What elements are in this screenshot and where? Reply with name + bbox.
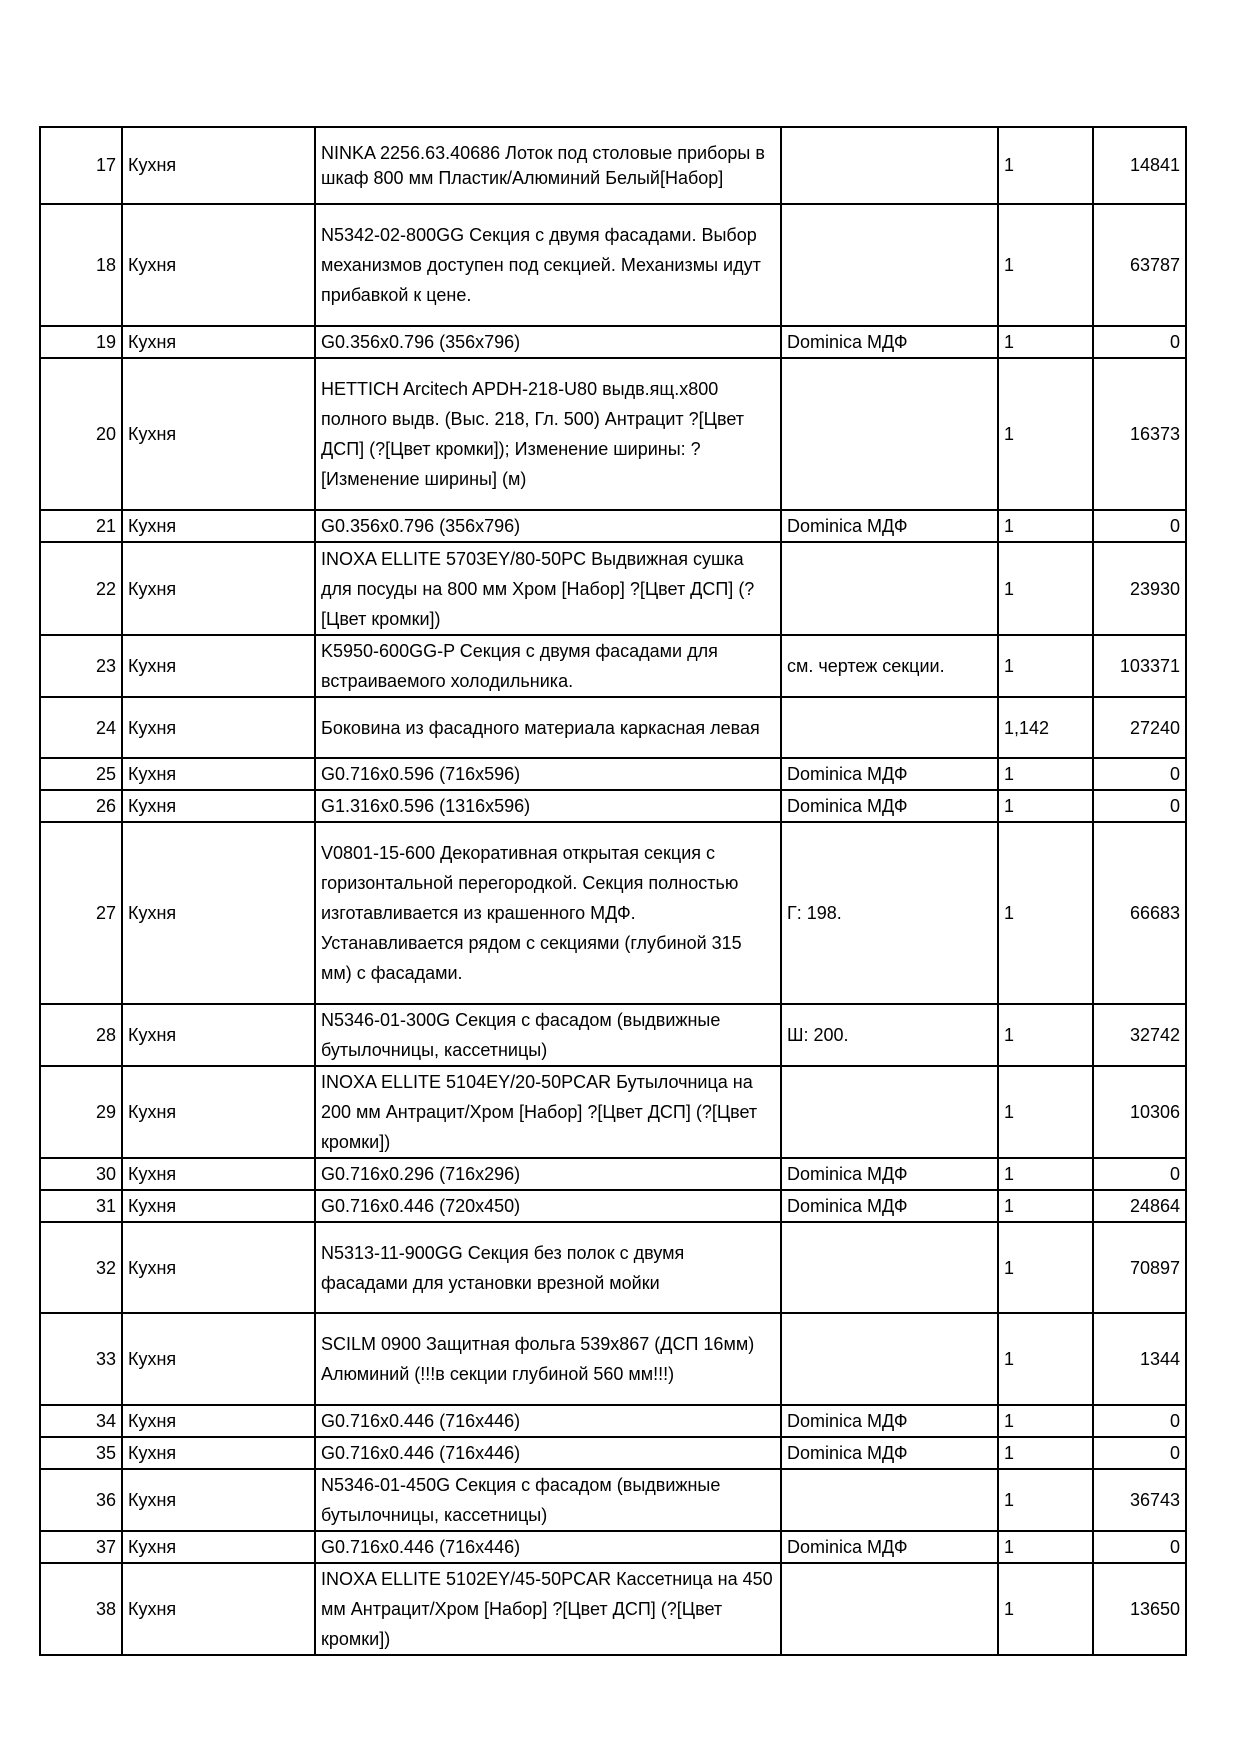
row-number-cell: 25 (40, 758, 122, 790)
category-cell: Кухня (122, 1190, 315, 1222)
note-cell: Dominica МДФ (781, 758, 998, 790)
description-cell: INOXA ELLITE 5703EY/80-50PC Выдвижная сушка для посуды на 800 мм Хром [Набор] ?[Цвет ДСП] (?[Цвет кромки]) (315, 542, 781, 635)
category-cell: Кухня (122, 1004, 315, 1066)
price-cell: 0 (1093, 1405, 1186, 1437)
price-cell: 70897 (1093, 1222, 1186, 1313)
quantity-cell: 1 (998, 358, 1093, 510)
note-cell: Dominica МДФ (781, 1405, 998, 1437)
description-cell: N5346-01-450G Секция с фасадом (выдвижные бутылочницы, кассетницы) (315, 1469, 781, 1531)
quantity-cell: 1 (998, 1313, 1093, 1405)
quantity-cell: 1 (998, 1066, 1093, 1158)
row-number-cell: 30 (40, 1158, 122, 1190)
quantity-cell: 1 (998, 1531, 1093, 1563)
description-cell: V0801-15-600 Декоративная открытая секция с горизонтальной перегородкой. Секция полностью изготавливается из крашенного МДФ. Устанавливается рядом с секциями (глубиной 315 мм) с фасадами. (315, 822, 781, 1004)
note-cell (781, 1563, 998, 1655)
description-cell: N5313-11-900GG Секция без полок с двумя фасадами для установки врезной мойки (315, 1222, 781, 1313)
row-number-cell: 37 (40, 1531, 122, 1563)
quantity-cell: 1 (998, 1190, 1093, 1222)
row-number-cell: 33 (40, 1313, 122, 1405)
price-cell: 0 (1093, 510, 1186, 542)
category-cell: Кухня (122, 510, 315, 542)
row-number-cell: 34 (40, 1405, 122, 1437)
note-cell (781, 204, 998, 326)
price-cell: 10306 (1093, 1066, 1186, 1158)
table-row (40, 1405, 1186, 1437)
note-cell: Dominica МДФ (781, 1437, 998, 1469)
quantity-cell: 1 (998, 758, 1093, 790)
table-row (40, 510, 1186, 542)
description-cell: K5950-600GG-P Секция с двумя фасадами для встраиваемого холодильника. (315, 635, 781, 697)
table-row (40, 1563, 1186, 1655)
note-cell: Dominica МДФ (781, 1158, 998, 1190)
description-cell: SCILM 0900 Защитная фольга 539x867 (ДСП 16мм) Алюминий (!!!в секции глубиной 560 мм!!!) (315, 1313, 781, 1405)
row-number-cell: 24 (40, 697, 122, 758)
table-row (40, 1222, 1186, 1313)
items-table (39, 126, 1187, 1656)
description-cell: G0.716x0.446 (720x450) (315, 1190, 781, 1222)
category-cell: Кухня (122, 1405, 315, 1437)
category-cell: Кухня (122, 758, 315, 790)
note-cell: Dominica МДФ (781, 510, 998, 542)
quantity-cell: 1 (998, 1222, 1093, 1313)
note-cell: Г: 198. (781, 822, 998, 1004)
table-row (40, 635, 1186, 697)
row-number-cell: 23 (40, 635, 122, 697)
category-cell: Кухня (122, 635, 315, 697)
row-number-cell: 31 (40, 1190, 122, 1222)
category-cell: Кухня (122, 1469, 315, 1531)
description-cell: N5342-02-800GG Секция с двумя фасадами. Выбор механизмов доступен под секцией. Механизмы идут прибавкой к цене. (315, 204, 781, 326)
quantity-cell: 1 (998, 1437, 1093, 1469)
quantity-cell: 1 (998, 542, 1093, 635)
category-cell: Кухня (122, 1066, 315, 1158)
note-cell (781, 1313, 998, 1405)
table-row (40, 1066, 1186, 1158)
category-cell: Кухня (122, 542, 315, 635)
description-cell: HETTICH Arcitech APDH-218-U80 выдв.ящ.х800 полного выдв. (Выс. 218, Гл. 500) Антрацит ?[Цвет ДСП] (?[Цвет кромки]); Изменение ширины: ?[Изменение ширины] (м) (315, 358, 781, 510)
price-cell: 0 (1093, 1158, 1186, 1190)
description-cell: G0.356x0.796 (356x796) (315, 510, 781, 542)
description-cell: NINKA 2256.63.40686 Лоток под столовые приборы в шкаф 800 мм Пластик/Алюминий Белый[Набор] (315, 127, 781, 204)
category-cell: Кухня (122, 326, 315, 358)
note-cell: Dominica МДФ (781, 1190, 998, 1222)
price-cell: 32742 (1093, 1004, 1186, 1066)
table-row (40, 1158, 1186, 1190)
quantity-cell: 1 (998, 1004, 1093, 1066)
description-cell: N5346-01-300G Секция с фасадом (выдвижные бутылочницы, кассетницы) (315, 1004, 781, 1066)
row-number-cell: 27 (40, 822, 122, 1004)
row-number-cell: 36 (40, 1469, 122, 1531)
note-cell (781, 1222, 998, 1313)
table-row (40, 1313, 1186, 1405)
row-number-cell: 20 (40, 358, 122, 510)
quantity-cell: 1 (998, 1158, 1093, 1190)
price-cell: 24864 (1093, 1190, 1186, 1222)
table-row (40, 758, 1186, 790)
description-cell: G1.316x0.596 (1316x596) (315, 790, 781, 822)
category-cell: Кухня (122, 790, 315, 822)
category-cell: Кухня (122, 1531, 315, 1563)
description-cell: INOXA ELLITE 5102EY/45-50PCAR Кассетница на 450 мм Антрацит/Хром [Набор] ?[Цвет ДСП] (?[Цвет кромки]) (315, 1563, 781, 1655)
description-cell: INOXA ELLITE 5104EY/20-50PCAR Бутылочница на 200 мм Антрацит/Хром [Набор] ?[Цвет ДСП] (?[Цвет кромки]) (315, 1066, 781, 1158)
table-row (40, 1469, 1186, 1531)
table-row (40, 1531, 1186, 1563)
table-row (40, 127, 1186, 204)
table-row (40, 358, 1186, 510)
price-cell: 0 (1093, 1437, 1186, 1469)
category-cell: Кухня (122, 822, 315, 1004)
price-cell: 13650 (1093, 1563, 1186, 1655)
quantity-cell: 1,142 (998, 697, 1093, 758)
row-number-cell: 21 (40, 510, 122, 542)
price-cell: 0 (1093, 790, 1186, 822)
table-row (40, 1437, 1186, 1469)
price-cell: 14841 (1093, 127, 1186, 204)
category-cell: Кухня (122, 1222, 315, 1313)
price-cell: 0 (1093, 326, 1186, 358)
table-row (40, 1004, 1186, 1066)
category-cell: Кухня (122, 1313, 315, 1405)
note-cell (781, 358, 998, 510)
note-cell: см. чертеж секции. (781, 635, 998, 697)
row-number-cell: 35 (40, 1437, 122, 1469)
row-number-cell: 26 (40, 790, 122, 822)
quantity-cell: 1 (998, 127, 1093, 204)
quantity-cell: 1 (998, 635, 1093, 697)
quantity-cell: 1 (998, 790, 1093, 822)
price-cell: 63787 (1093, 204, 1186, 326)
quantity-cell: 1 (998, 1405, 1093, 1437)
price-cell: 66683 (1093, 822, 1186, 1004)
description-cell: Боковина из фасадного материала каркасная левая (315, 697, 781, 758)
note-cell: Dominica МДФ (781, 326, 998, 358)
row-number-cell: 28 (40, 1004, 122, 1066)
category-cell: Кухня (122, 127, 315, 204)
price-cell: 0 (1093, 1531, 1186, 1563)
price-cell: 16373 (1093, 358, 1186, 510)
price-cell: 23930 (1093, 542, 1186, 635)
category-cell: Кухня (122, 1563, 315, 1655)
description-cell: G0.716x0.596 (716x596) (315, 758, 781, 790)
quantity-cell: 1 (998, 510, 1093, 542)
category-cell: Кухня (122, 1437, 315, 1469)
quantity-cell: 1 (998, 326, 1093, 358)
table-row (40, 204, 1186, 326)
note-cell (781, 1066, 998, 1158)
quantity-cell: 1 (998, 204, 1093, 326)
note-cell (781, 542, 998, 635)
description-cell: G0.356x0.796 (356x796) (315, 326, 781, 358)
row-number-cell: 19 (40, 326, 122, 358)
description-cell: G0.716x0.296 (716x296) (315, 1158, 781, 1190)
row-number-cell: 38 (40, 1563, 122, 1655)
note-cell: Dominica МДФ (781, 1531, 998, 1563)
table-row (40, 822, 1186, 1004)
row-number-cell: 29 (40, 1066, 122, 1158)
note-cell: Dominica МДФ (781, 790, 998, 822)
note-cell (781, 127, 998, 204)
table-row (40, 1190, 1186, 1222)
quantity-cell: 1 (998, 1469, 1093, 1531)
price-cell: 1344 (1093, 1313, 1186, 1405)
row-number-cell: 32 (40, 1222, 122, 1313)
quantity-cell: 1 (998, 822, 1093, 1004)
table-row (40, 790, 1186, 822)
row-number-cell: 17 (40, 127, 122, 204)
table-row (40, 326, 1186, 358)
description-cell: G0.716x0.446 (716x446) (315, 1405, 781, 1437)
description-cell: G0.716x0.446 (716x446) (315, 1531, 781, 1563)
price-cell: 36743 (1093, 1469, 1186, 1531)
note-cell (781, 1469, 998, 1531)
category-cell: Кухня (122, 204, 315, 326)
items-table-body (40, 127, 1186, 1655)
category-cell: Кухня (122, 697, 315, 758)
price-cell: 103371 (1093, 635, 1186, 697)
quantity-cell: 1 (998, 1563, 1093, 1655)
price-cell: 27240 (1093, 697, 1186, 758)
table-row (40, 697, 1186, 758)
category-cell: Кухня (122, 358, 315, 510)
price-cell: 0 (1093, 758, 1186, 790)
note-cell: Ш: 200. (781, 1004, 998, 1066)
note-cell (781, 697, 998, 758)
table-row (40, 542, 1186, 635)
description-cell: G0.716x0.446 (716x446) (315, 1437, 781, 1469)
row-number-cell: 22 (40, 542, 122, 635)
row-number-cell: 18 (40, 204, 122, 326)
category-cell: Кухня (122, 1158, 315, 1190)
